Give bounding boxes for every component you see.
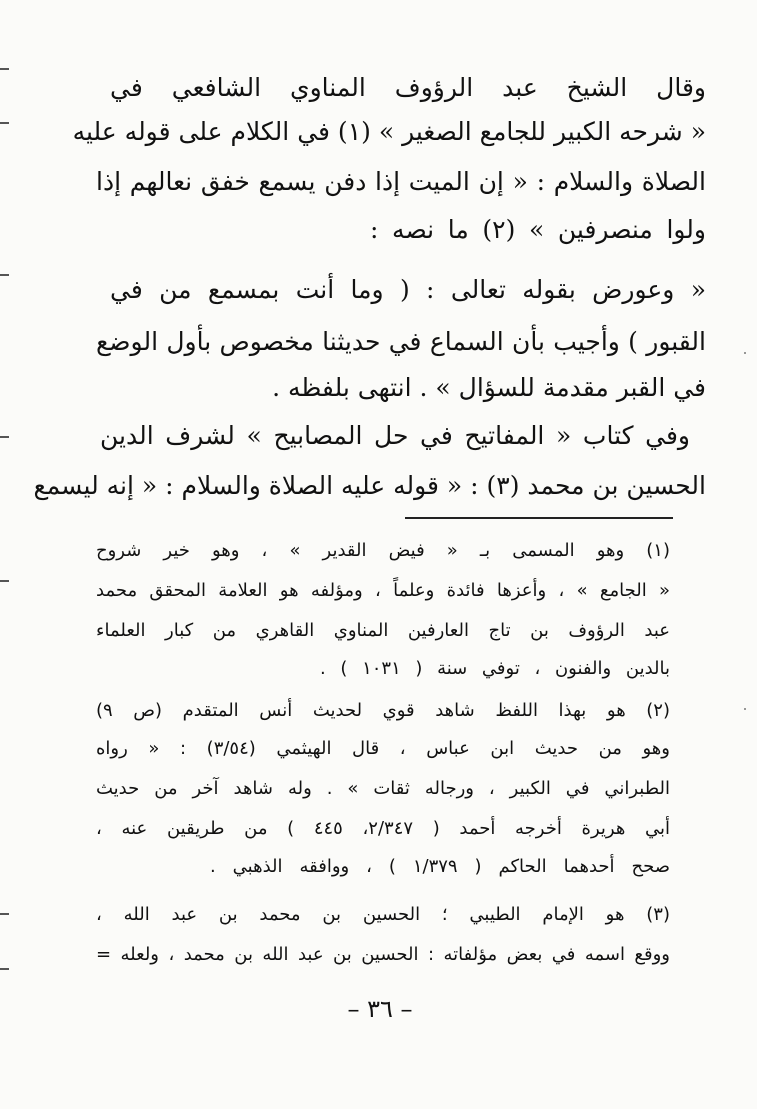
- margin-mark: [0, 436, 9, 438]
- footnote-line: « الجامع » ، وأعزها فائدة وعلماً ، ومؤلفه هو العلامة المحقق محمد: [96, 580, 670, 601]
- main-text-line: الحسين بن محمد (٣) : « قوله عليه الصلاة والسلام : « إنه ليسمع: [33, 471, 706, 500]
- footnote-line: (١) وهو المسمى بـ « فيض القدير » ، وهو خير شروح: [96, 540, 670, 561]
- main-text-line: الصلاة والسلام : « إن الميت إذا دفن يسمع خفق نعالهم إذا: [96, 167, 706, 196]
- main-text-line: في القبر مقدمة للسؤال » . انتهى بلفظه .: [272, 373, 706, 402]
- footnote-line: بالدين والفنون ، توفي سنة ( ١٠٣١ ) .: [320, 658, 670, 679]
- footnote-separator: [405, 517, 673, 519]
- margin-mark: [0, 274, 9, 276]
- footnote-line: عبد الرؤوف بن تاج العارفين المناوي القاهري من كبار العلماء: [96, 620, 670, 641]
- main-text-line: « وعورض بقوله تعالى : ( وما أنت بمسمع من في: [110, 275, 706, 304]
- page-number: – ٣٦ –: [347, 995, 413, 1023]
- footnote-line: صحح أحدهما الحاكم ( ١/٣٧٩ ) ، ووافقه الذهبي .: [210, 856, 670, 877]
- margin-mark: [0, 580, 9, 582]
- footnote-line: أبي هريرة أخرجه أحمد ( ٢/٣٤٧، ٤٤٥ ) من طريقين عنه ،: [96, 818, 670, 839]
- main-text-line: وفي كتاب « المفاتيح في حل المصابيح » لشرف الدين: [100, 421, 690, 450]
- scan-dot: [744, 352, 746, 354]
- main-text-line: ولوا منصرفين » (٢) ما نصه :: [370, 215, 706, 244]
- margin-mark: [0, 968, 9, 970]
- margin-mark: [0, 68, 9, 70]
- footnote-line: الطبراني في الكبير ، ورجاله ثقات » . وله شاهد آخر من حديث: [96, 778, 670, 799]
- margin-mark: [0, 913, 9, 915]
- footnote-line: (٣) هو الإمام الطيبي ؛ الحسين بن محمد بن عبد الله ،: [96, 904, 670, 925]
- footnote-line: وهو من حديث ابن عباس ، قال الهيثمي (٣/٥٤) : « رواه: [96, 738, 670, 759]
- scan-dot: [744, 708, 746, 710]
- main-text-line: القبور ) وأجيب بأن السماع في حديثنا مخصوص بأول الوضع: [96, 327, 706, 356]
- margin-mark: [0, 122, 9, 124]
- main-text-line: وقال الشيخ عبد الرؤوف المناوي الشافعي في: [110, 73, 706, 102]
- footnote-line: (٢) هو بهذا اللفظ شاهد قوي لحديث أنس المتقدم (ص ٩): [96, 700, 670, 721]
- footnote-line: ووقع اسمه في بعض مؤلفاته : الحسين بن عبد الله بن محمد ، ولعله =: [96, 944, 670, 965]
- main-text-line: « شرحه الكبير للجامع الصغير » (١) في الكلام على قوله عليه: [72, 117, 706, 146]
